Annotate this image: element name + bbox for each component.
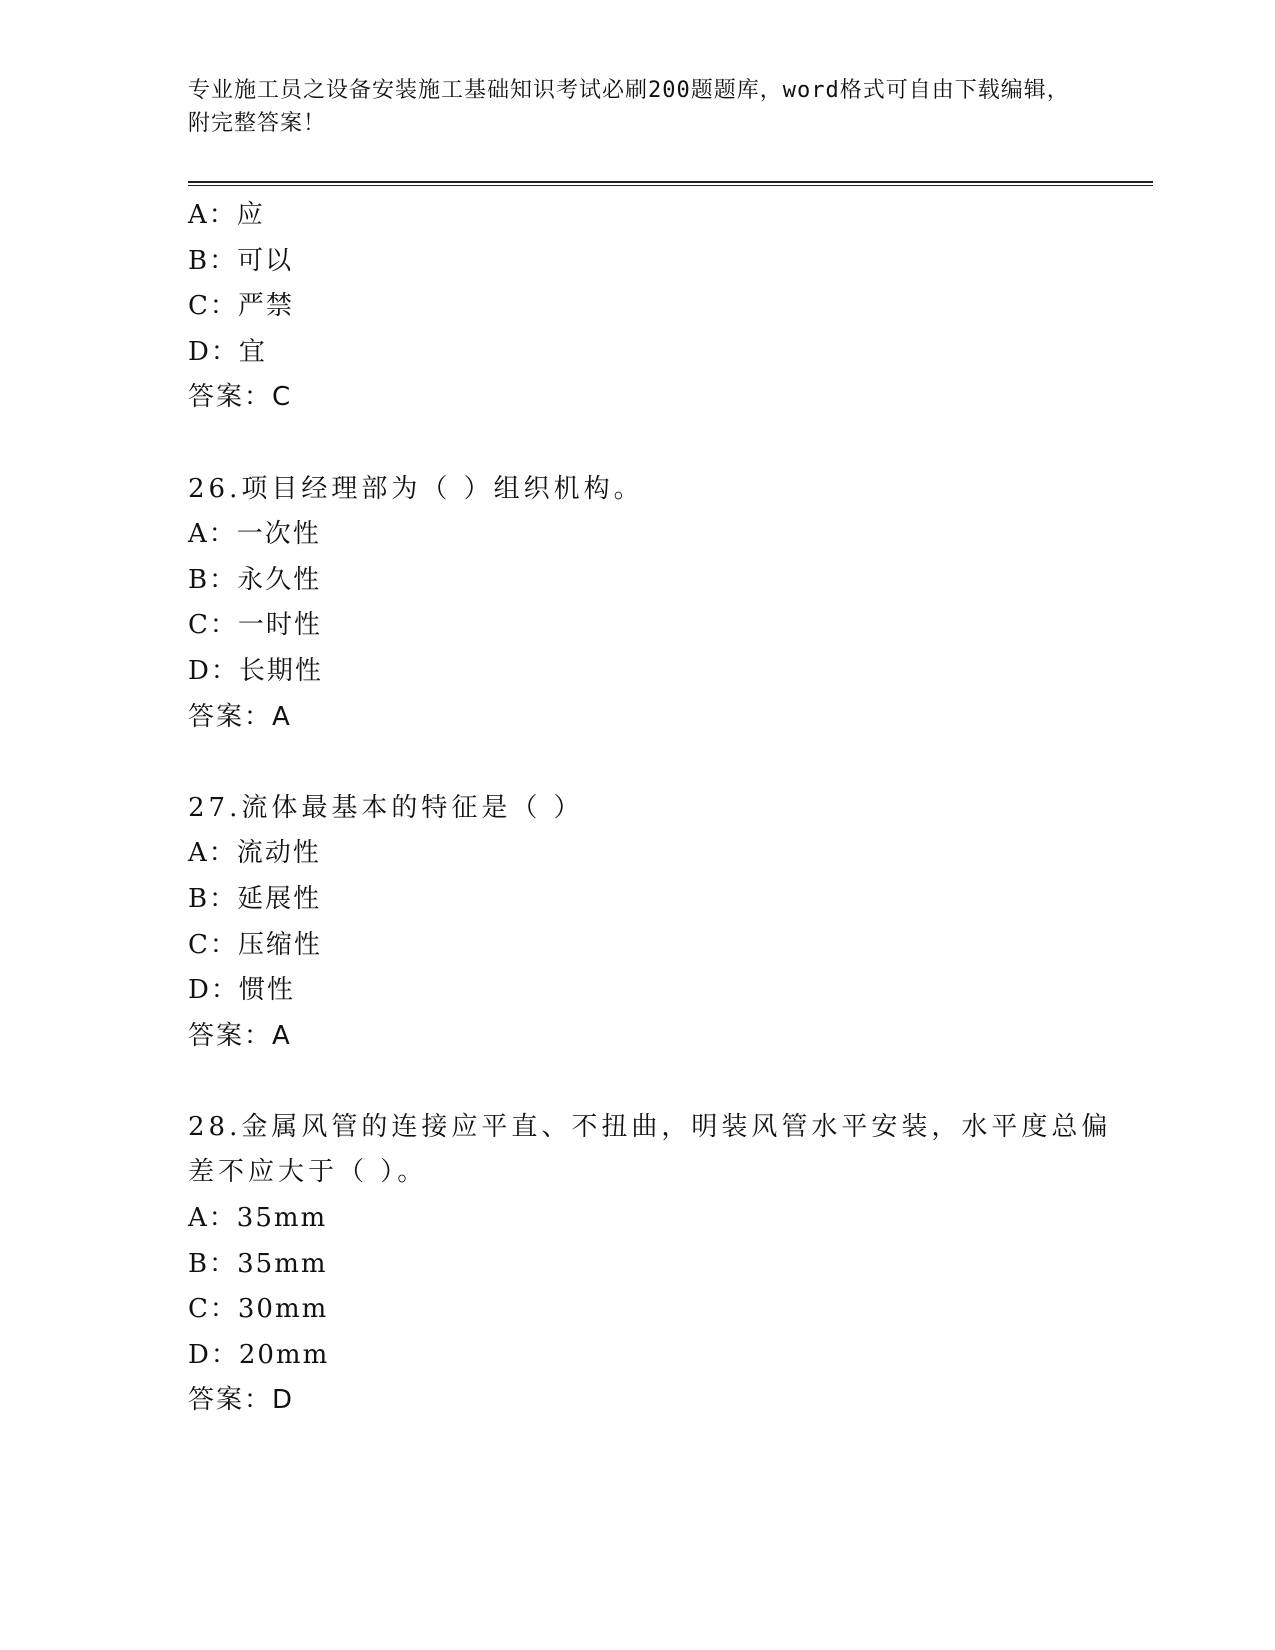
question-block-26: [188, 467, 1118, 741]
question-stem: 28.金属风管的连接应平直、不扭曲，明装风管水平安装，水平度总偏差不应大于（ ）。: [188, 1111, 1112, 1188]
header-divider: [188, 181, 1153, 186]
option-c: C：一时性: [188, 610, 322, 641]
spacer: [188, 421, 1118, 467]
question-block-25: [188, 193, 1118, 421]
document-header: 专业施工员之设备安装施工基础知识考试必刷200题题库，word格式可自由下载编辑，附完整答案！: [188, 78, 1070, 136]
question-stem: 26.项目经理部为（ ）组织机构。: [188, 473, 644, 504]
option-a: A：35mm: [188, 1203, 328, 1234]
option-d: D：20mm: [188, 1339, 330, 1370]
option-b: B：可以: [188, 245, 294, 276]
answer-line: 答案：D: [188, 1385, 295, 1416]
question-block-27: [188, 786, 1118, 1060]
option-d: D：宜: [188, 336, 267, 367]
question-list: [188, 193, 1118, 1424]
option-a: A：应: [188, 200, 265, 230]
option-b: B：永久性: [188, 564, 322, 595]
option-c: C：压缩性: [188, 929, 322, 960]
option-b: B：35mm: [188, 1248, 328, 1279]
spacer: [188, 1059, 1118, 1105]
option-a: A：流动性: [188, 838, 321, 869]
answer-line: 答案：A: [188, 701, 292, 732]
option-b: B：延展性: [188, 883, 322, 914]
answer-line: 答案：A: [188, 1020, 292, 1051]
option-a: A：一次性: [188, 519, 321, 550]
option-d: D：长期性: [188, 655, 323, 686]
option-c: C：30mm: [188, 1294, 329, 1325]
option-c: C：严禁: [188, 291, 294, 322]
answer-line: 答案：C: [188, 382, 293, 413]
question-stem: 27.流体最基本的特征是（ ）: [188, 792, 584, 823]
spacer: [188, 740, 1118, 786]
question-block-28: [188, 1105, 1118, 1424]
option-d: D：惯性: [188, 975, 295, 1006]
